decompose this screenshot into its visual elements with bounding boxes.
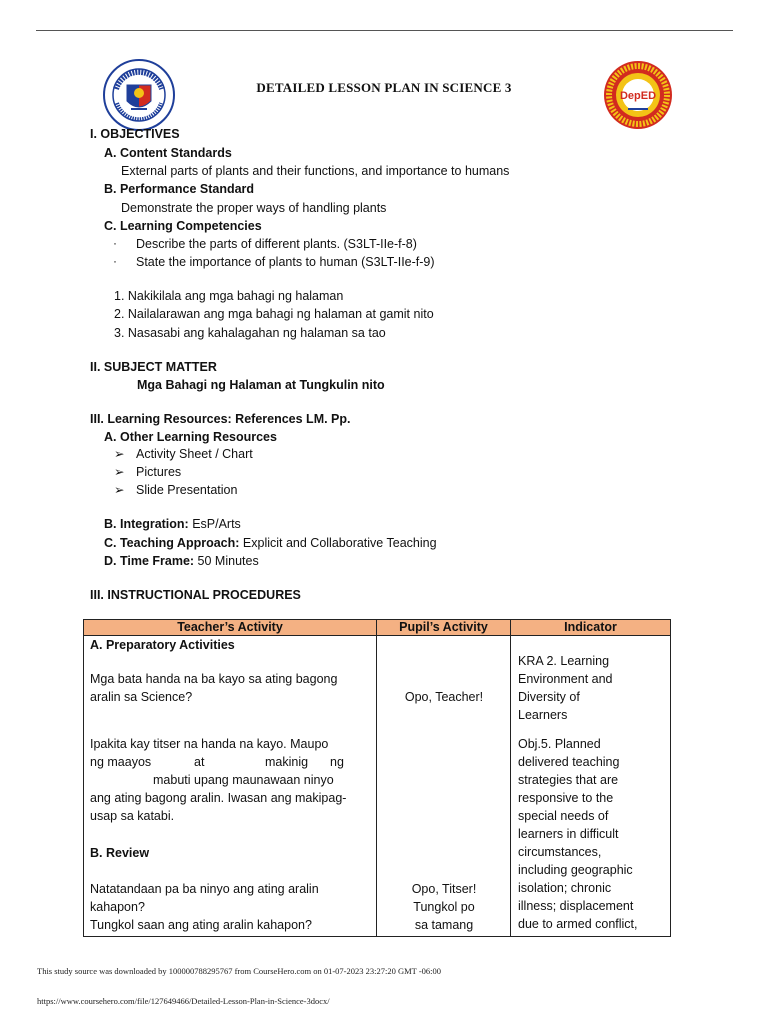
indicator-line: strategies that are: [518, 773, 619, 787]
content-standards-label: A. Content Standards: [104, 146, 232, 160]
integration-label: B. Integration:: [104, 517, 189, 531]
arrow-bullet-icon: ➢: [114, 483, 125, 497]
bullet-icon: ·: [113, 236, 117, 250]
teacher-line: ang ating bagong aralin. Iwasan ang makipag-: [90, 791, 347, 805]
bullet-icon: ·: [113, 254, 117, 268]
table-header-row: [84, 620, 671, 636]
table-row: [84, 636, 671, 937]
teaching-approach-value: Explicit and Collaborative Teaching: [239, 536, 437, 550]
indicator-line: KRA 2. Learning: [518, 654, 610, 668]
teacher-line: kahapon?: [90, 900, 145, 914]
instructional-procedures-heading: III. INSTRUCTIONAL PROCEDURES: [90, 588, 301, 602]
integration-value: EsP/Arts: [188, 517, 241, 531]
time-frame-line: [104, 553, 259, 569]
teacher-line: aralin sa Science?: [90, 690, 193, 704]
learning-resources-heading: III. Learning Resources: References LM. Pp.: [90, 412, 351, 426]
resource-item: Slide Presentation: [136, 483, 238, 497]
time-frame-label: D. Time Frame:: [104, 554, 195, 568]
teaching-approach-label: C. Teaching Approach:: [104, 536, 240, 550]
indicator-line: circumstances,: [518, 845, 602, 859]
resource-item: Pictures: [136, 465, 182, 479]
teacher-line: Tungkol saan ang ating aralin kahapon?: [90, 918, 312, 932]
teacher-line: ng: [330, 755, 344, 769]
teacher-line: Natatandaan pa ba ninyo ang ating aralin: [90, 882, 319, 896]
indicator-cell: [511, 636, 671, 937]
pupil-line: sa tamang: [414, 918, 474, 932]
indicator-line: Diversity of: [518, 690, 580, 704]
competency-item: Describe the parts of different plants. (S3LT-IIe-f-8): [136, 237, 417, 251]
pupil-line: Opo, Titser!: [411, 882, 477, 896]
subject-matter-text: Mga Bahagi ng Halaman at Tungkulin nito: [137, 378, 385, 392]
column-header-indicator: Indicator: [511, 620, 671, 636]
subject-matter-heading: II. SUBJECT MATTER: [90, 360, 217, 374]
resource-item: Activity Sheet / Chart: [136, 447, 253, 461]
top-rule: [36, 30, 733, 31]
indicator-line: learners in difficult: [518, 827, 619, 841]
indicator-line: illness; displacement: [518, 899, 634, 913]
teacher-line: Ipakita kay titser na handa na kayo. Maupo: [90, 737, 329, 751]
download-source-note: This study source was downloaded by 100000788295767 from CourseHero.com on 01-07-2023 23:27:20 GMT -06:00: [37, 966, 442, 976]
objectives-heading: I. OBJECTIVES: [90, 127, 180, 141]
teacher-line: at: [194, 755, 205, 769]
objective-item: 1. Nakikilala ang mga bahagi ng halaman: [114, 289, 344, 303]
other-resources-label: A. Other Learning Resources: [104, 430, 277, 444]
performance-standard-text: Demonstrate the proper ways of handling plants: [121, 201, 387, 215]
column-header-teacher: Teacher’s Activity: [84, 620, 377, 636]
indicator-line: Environment and: [518, 672, 613, 686]
column-header-pupil: Pupil’s Activity: [377, 620, 511, 636]
source-url-link[interactable]: https://www.coursehero.com/file/127649466/Detailed-Lesson-Plan-in-Science-3docx/: [37, 996, 330, 1006]
procedures-table: [83, 619, 671, 937]
teacher-line: Mga bata handa na ba kayo sa ating bagong: [90, 672, 338, 686]
teacher-activity-cell: [84, 636, 377, 937]
arrow-bullet-icon: ➢: [114, 447, 125, 461]
indicator-line: delivered teaching: [518, 755, 620, 769]
performance-standard-label: B. Performance Standard: [104, 182, 255, 196]
indicator-line: including geographic: [518, 863, 633, 877]
pupil-line: Tungkol po: [413, 900, 475, 914]
objective-item: 2. Nailalarawan ang mga bahagi ng halaman at gamit nito: [114, 307, 434, 321]
indicator-line: Learners: [518, 708, 568, 722]
deped-logo-text: DepED: [619, 90, 657, 102]
teacher-line: makinig: [265, 755, 309, 769]
teacher-line: mabuti upang maunawaan ninyo: [153, 773, 334, 787]
preparatory-activities-label: A. Preparatory Activities: [90, 638, 235, 652]
review-label: B. Review: [90, 846, 150, 860]
teacher-line: ng maayos: [90, 755, 152, 769]
teacher-line: usap sa katabi.: [90, 809, 175, 823]
indicator-line: isolation; chronic: [518, 881, 612, 895]
time-frame-value: 50 Minutes: [194, 554, 259, 568]
indicator-line: due to armed conflict,: [518, 917, 638, 931]
arrow-bullet-icon: ➢: [114, 465, 125, 479]
pupil-line: Opo, Teacher!: [404, 690, 484, 704]
document-title: DETAILED LESSON PLAN IN SCIENCE 3: [256, 80, 512, 95]
integration-line: [104, 516, 241, 532]
indicator-line: responsive to the: [518, 791, 614, 805]
competency-item: State the importance of plants to human (S3LT-IIe-f-9): [136, 255, 435, 269]
indicator-line: Obj.5. Planned: [518, 737, 601, 751]
content-standards-text: External parts of plants and their functions, and importance to humans: [121, 164, 510, 178]
learning-competencies-label: C. Learning Competencies: [104, 219, 262, 233]
indicator-line: special needs of: [518, 809, 609, 823]
objective-item: 3. Nasasabi ang kahalagahan ng halaman sa tao: [114, 326, 386, 340]
teaching-approach-line: [104, 535, 437, 551]
pupil-activity-cell: [377, 636, 511, 937]
